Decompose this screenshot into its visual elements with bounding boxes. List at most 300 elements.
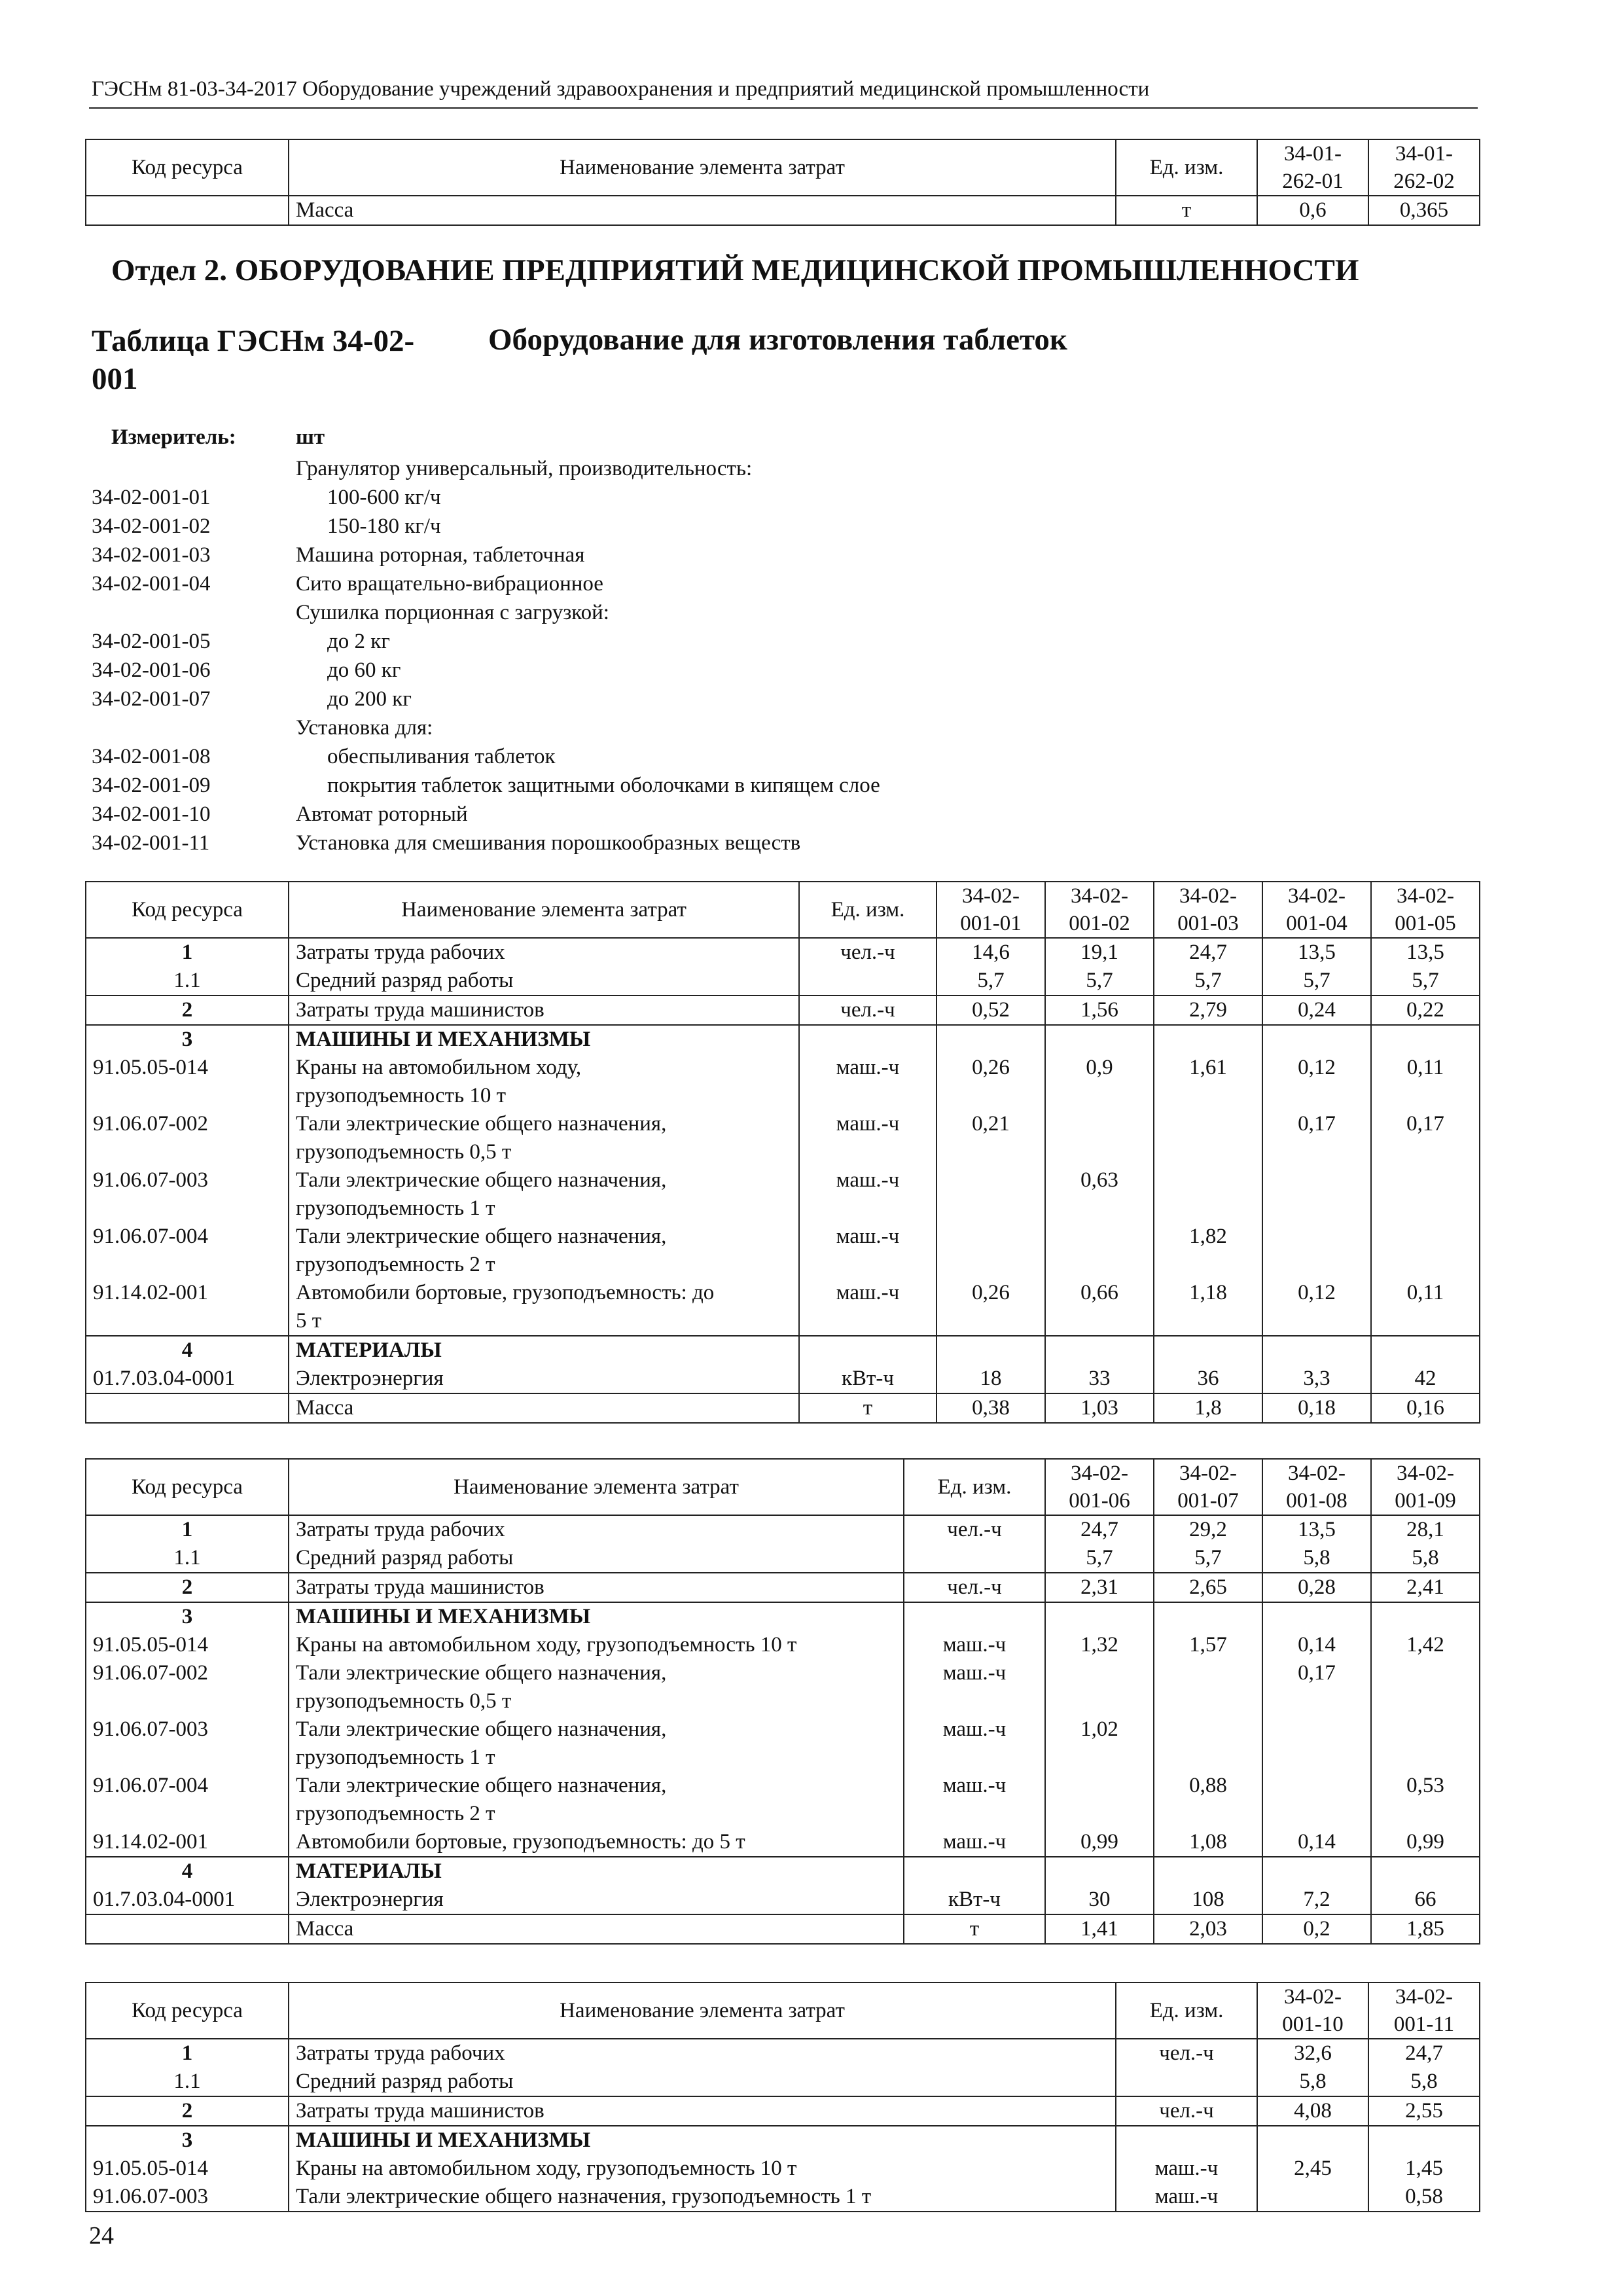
table-cell: 2 [86, 996, 289, 1025]
table-cell: 2,55 [1368, 2096, 1480, 2126]
item-code: 34-02-001-03 [92, 543, 211, 567]
table-cell: МАШИНЫ И МЕХАНИЗМЫ [289, 1602, 904, 1631]
list-item [92, 627, 880, 656]
table-cell: 3 [86, 1602, 289, 1631]
table-cell: 2 [86, 1573, 289, 1602]
table-cell: 2,65 [1154, 1573, 1262, 1602]
table-cell [1262, 1336, 1371, 1365]
table-cell [1045, 1110, 1154, 1166]
table-row [86, 1054, 1480, 1110]
col-name: Наименование элемента затрат [289, 139, 1116, 196]
table-row [86, 196, 1480, 225]
table-cell: 34-02- 001-06 [1045, 1459, 1154, 1515]
table-cell [1045, 1025, 1154, 1054]
table-cell [1116, 2068, 1257, 2096]
table-cell: 1,32 [1045, 1631, 1154, 1659]
table-row [86, 1772, 1480, 1828]
table-cell: 34-02- 001-07 [1154, 1459, 1262, 1515]
item-code [92, 598, 296, 627]
running-header: ГЭСНм 81-03-34-2017 Оборудование учреждений здравоохранения и предприятий медицинской промышленности [92, 77, 1150, 101]
item-text: 100-600 кг/ч [327, 486, 441, 509]
table-row [86, 1631, 1480, 1659]
table-cell: 0,26 [936, 1054, 1045, 1110]
list-item [92, 483, 880, 512]
page-number: 24 [89, 2222, 114, 2250]
table-cell: 0,28 [1262, 1573, 1371, 1602]
list-item [92, 800, 880, 829]
table-row [86, 2068, 1480, 2096]
table-cell: 0,12 [1262, 1279, 1371, 1336]
table-cell: 1,08 [1154, 1828, 1262, 1857]
table-cell: 1,42 [1371, 1631, 1480, 1659]
table-cell [904, 1602, 1045, 1631]
table-cell [1371, 1166, 1480, 1223]
table-cell: Тали электрические общего назначения, грузоподъемность 0,5 т [289, 1659, 904, 1715]
table-row [86, 1166, 1480, 1223]
list-item [92, 771, 880, 800]
table-row [86, 1223, 1480, 1279]
table-cell: 29,2 [1154, 1515, 1262, 1544]
table-cell [86, 1914, 289, 1944]
table-cell: 34-02- 001-02 [1045, 882, 1154, 938]
table-cell [1045, 1659, 1154, 1715]
table-cell: т [904, 1914, 1045, 1944]
table-cell: 32,6 [1257, 2039, 1368, 2068]
table-cell: 13,5 [1262, 938, 1371, 967]
table-cell: 1 [86, 1515, 289, 1544]
table-cell: маш.-ч [799, 1110, 936, 1166]
item-code [92, 454, 296, 483]
item-code: 34-02-001-11 [92, 831, 210, 855]
table-cell: 91.14.02-001 [86, 1279, 289, 1336]
table-cell: 0,17 [1262, 1659, 1371, 1715]
table-cell [1154, 1110, 1262, 1166]
item-code: 34-02-001-09 [92, 774, 211, 797]
table-cell: 2,41 [1371, 1573, 1480, 1602]
table-cell: Тали электрические общего назначения, грузоподъемность 2 т [289, 1223, 799, 1279]
table-cell: 5,7 [1154, 967, 1262, 996]
table-cell: Тали электрические общего назначения, грузоподъемность 2 т [289, 1772, 904, 1828]
list-item [92, 713, 880, 742]
table-cell: Наименование элемента затрат [289, 1459, 904, 1515]
item-list [92, 454, 880, 857]
table-cell [1116, 2126, 1257, 2155]
table-cell: 14,6 [936, 938, 1045, 967]
table-cell [86, 1393, 289, 1423]
col-code: Код ресурса [86, 139, 289, 196]
table-cell: Затраты труда машинистов [289, 1573, 904, 1602]
table-cell: 30 [1045, 1886, 1154, 1914]
table-cell: 0,14 [1262, 1828, 1371, 1857]
table-cell [1262, 1223, 1371, 1279]
item-code: 34-02-001-04 [92, 572, 211, 596]
table-cell: 0,24 [1262, 996, 1371, 1025]
table-cell [1045, 1772, 1154, 1828]
table-cell: 2,03 [1154, 1914, 1262, 1944]
table-cell: 2 [86, 2096, 289, 2126]
table-cell: маш.-ч [1116, 2183, 1257, 2212]
norms-table-1 [85, 881, 1480, 1424]
table-row [86, 1857, 1480, 1886]
table-cell: 91.05.05-014 [86, 1054, 289, 1110]
table-cell: чел.-ч [799, 938, 936, 967]
measure-label: Измеритель: [111, 425, 236, 449]
table-cell: Ед. изм. [1116, 1982, 1257, 2039]
table-cell: т [1116, 196, 1257, 225]
table-cell: 0,21 [936, 1110, 1045, 1166]
table-cell [1371, 1659, 1480, 1715]
table-cell: 91.06.07-003 [86, 2183, 289, 2212]
table-cell: 1 [86, 2039, 289, 2068]
table-cell: чел.-ч [1116, 2096, 1257, 2126]
table-cell [1045, 1223, 1154, 1279]
table-number: Таблица ГЭСНм 34-02- 001 [92, 324, 415, 396]
table-cell [1262, 1602, 1371, 1631]
table-cell: маш.-ч [904, 1659, 1045, 1715]
table-cell: Тали электрические общего назначения, грузоподъемность 1 т [289, 2183, 1116, 2212]
item-text: Сушилка порционная с загрузкой: [296, 601, 609, 624]
table-cell: 1.1 [86, 2068, 289, 2096]
table-cell: 1,61 [1154, 1054, 1262, 1110]
table-cell: 1 [86, 938, 289, 967]
table-cell: маш.-ч [904, 1631, 1045, 1659]
table-cell: 01.7.03.04-0001 [86, 1365, 289, 1393]
table-row [86, 2183, 1480, 2212]
table-cell: 0,365 [1368, 196, 1480, 225]
table-cell: 5,8 [1262, 1544, 1371, 1573]
table-cell: 3 [86, 2126, 289, 2155]
table-cell: маш.-ч [904, 1828, 1045, 1857]
item-code: 34-02-001-08 [92, 745, 211, 768]
table-cell [1257, 2126, 1368, 2155]
item-code: 34-02-001-02 [92, 514, 211, 538]
table-cell: 0,88 [1154, 1772, 1262, 1828]
table-cell [1371, 1223, 1480, 1279]
section-title: Отдел 2. ОБОРУДОВАНИЕ ПРЕДПРИЯТИЙ МЕДИЦИНСКОЙ ПРОМЫШЛЕННОСТИ [111, 253, 1359, 287]
table-cell: 42 [1371, 1365, 1480, 1393]
table-cell: 0,6 [1257, 196, 1368, 225]
table-cell: Автомобили бортовые, грузоподъемность: до 5 т [289, 1828, 904, 1857]
table-cell: 91.06.07-004 [86, 1772, 289, 1828]
table-cell [1371, 1857, 1480, 1886]
table-cell: Затраты труда рабочих [289, 938, 799, 967]
table-cell: 34-02- 001-05 [1371, 882, 1480, 938]
norms-table-3 [85, 1982, 1480, 2212]
table-cell: 91.05.05-014 [86, 1631, 289, 1659]
table-row [86, 938, 1480, 967]
item-text: Установка для смешивания порошкообразных веществ [296, 831, 801, 855]
table-row [86, 2126, 1480, 2155]
item-code [92, 713, 296, 742]
table-cell: 91.06.07-003 [86, 1715, 289, 1772]
table-cell: 91.14.02-001 [86, 1828, 289, 1857]
table-row [86, 1393, 1480, 1423]
table-cell: 1,82 [1154, 1223, 1262, 1279]
table-cell: 24,7 [1045, 1515, 1154, 1544]
table-cell: Ед. изм. [799, 882, 936, 938]
table-cell: 0,11 [1371, 1279, 1480, 1336]
table-cell: 66 [1371, 1886, 1480, 1914]
table-cell [1154, 1602, 1262, 1631]
list-item [92, 829, 880, 857]
table-cell [799, 967, 936, 996]
table-cell: 0,26 [936, 1279, 1045, 1336]
table-cell: 34-02- 001-09 [1371, 1459, 1480, 1515]
table-cell: 0,99 [1371, 1828, 1480, 1857]
list-item [92, 569, 880, 598]
table-cell: 1,18 [1154, 1279, 1262, 1336]
table-cell: маш.-ч [799, 1279, 936, 1336]
table-cell: 0,17 [1262, 1110, 1371, 1166]
table-cell: 1,02 [1045, 1715, 1154, 1772]
table-cell: 0,63 [1045, 1166, 1154, 1223]
table-cell: Масса [289, 196, 1116, 225]
table-cell: 5,7 [1154, 1544, 1262, 1573]
table-cell: 0,52 [936, 996, 1045, 1025]
item-code: 34-02-001-06 [92, 658, 211, 682]
table-row [86, 1914, 1480, 1944]
table-cell [1154, 1715, 1262, 1772]
table-cell: Наименование элемента затрат [289, 882, 799, 938]
table-cell: 34-02- 001-04 [1262, 882, 1371, 938]
table-cell: 108 [1154, 1886, 1262, 1914]
table-row [86, 1659, 1480, 1715]
table-cell: 3 [86, 1025, 289, 1054]
table-cell [1262, 1715, 1371, 1772]
header-rule [89, 107, 1478, 109]
item-code: 34-02-001-10 [92, 802, 211, 826]
table-cell: 1.1 [86, 1544, 289, 1573]
table-cell: 0,18 [1262, 1393, 1371, 1423]
table-cell: маш.-ч [799, 1054, 936, 1110]
table-cell: 0,12 [1262, 1054, 1371, 1110]
table-row [86, 1365, 1480, 1393]
table-title: Оборудование для изготовления таблеток [488, 323, 1067, 357]
table-cell: 2,79 [1154, 996, 1262, 1025]
table-cell: 18 [936, 1365, 1045, 1393]
table-cell: 91.06.07-003 [86, 1166, 289, 1223]
table-cell: 91.06.07-002 [86, 1110, 289, 1166]
table-cell: 33 [1045, 1365, 1154, 1393]
table-cell: кВт-ч [799, 1365, 936, 1393]
item-text: Автомат роторный [296, 802, 468, 826]
table-cell: 13,5 [1371, 938, 1480, 967]
table-cell: 0,53 [1371, 1772, 1480, 1828]
table-cell: Затраты труда машинистов [289, 2096, 1116, 2126]
table-cell [1371, 1025, 1480, 1054]
col-norm: 34-01- 262-02 [1368, 139, 1480, 196]
table-row [86, 2096, 1480, 2126]
table-cell: 0,22 [1371, 996, 1480, 1025]
table-cell: Средний разряд работы [289, 2068, 1116, 2096]
table-cell: МАТЕРИАЛЫ [289, 1336, 799, 1365]
table-cell: 4 [86, 1857, 289, 1886]
table-cell [1154, 1659, 1262, 1715]
table-cell [1371, 1715, 1480, 1772]
table-row [86, 1573, 1480, 1602]
list-item [92, 598, 880, 627]
table-cell [904, 1857, 1045, 1886]
table-cell: 1,85 [1371, 1914, 1480, 1944]
table-cell: 1.1 [86, 967, 289, 996]
table-cell [1154, 1336, 1262, 1365]
item-text: 150-180 кг/ч [327, 514, 441, 538]
item-code: 34-02-001-05 [92, 630, 211, 653]
table-cell [1154, 1857, 1262, 1886]
table-cell: 13,5 [1262, 1515, 1371, 1544]
table-cell: 24,7 [1154, 938, 1262, 967]
table-cell: Электроэнергия [289, 1886, 904, 1914]
table-cell: Код ресурса [86, 1982, 289, 2039]
table-cell: Краны на автомобильном ходу, грузоподъемность 10 т [289, 1631, 904, 1659]
table-cell: кВт-ч [904, 1886, 1045, 1914]
item-text: Установка для: [296, 716, 433, 740]
list-item [92, 454, 880, 483]
table-cell: МАТЕРИАЛЫ [289, 1857, 904, 1886]
table-cell: Краны на автомобильном ходу, грузоподъемность 10 т [289, 2155, 1116, 2183]
table-cell [936, 1336, 1045, 1365]
table-cell: 1,03 [1045, 1393, 1154, 1423]
table-cell: 3,3 [1262, 1365, 1371, 1393]
table-cell: 34-02- 001-01 [936, 882, 1045, 938]
table-row [86, 1025, 1480, 1054]
item-text: Сито вращательно-вибрационное [296, 572, 603, 596]
item-text: Гранулятор универсальный, производительность: [296, 457, 753, 480]
list-item [92, 512, 880, 541]
measure-value: шт [296, 425, 325, 449]
table-cell [1262, 1166, 1371, 1223]
table-cell: Средний разряд работы [289, 967, 799, 996]
table-cell: 0,16 [1371, 1393, 1480, 1423]
table-cell [1045, 1857, 1154, 1886]
table-cell: 34-02- 001-11 [1368, 1982, 1480, 2039]
table-cell: 2,45 [1257, 2155, 1368, 2183]
item-text: до 60 кг [327, 658, 401, 682]
table-cell: 1,57 [1154, 1631, 1262, 1659]
table-cell [1262, 1772, 1371, 1828]
table-cell: 01.7.03.04-0001 [86, 1886, 289, 1914]
table-cell: 2,31 [1045, 1573, 1154, 1602]
table-cell: 0,17 [1371, 1110, 1480, 1166]
list-item [92, 541, 880, 569]
table-row [86, 1110, 1480, 1166]
table-cell [1371, 1336, 1480, 1365]
table-cell: 0,11 [1371, 1054, 1480, 1110]
table-cell: 5,7 [1045, 967, 1154, 996]
table-cell: МАШИНЫ И МЕХАНИЗМЫ [289, 1025, 799, 1054]
table-cell: Затраты труда рабочих [289, 2039, 1116, 2068]
table-cell: 5,8 [1368, 2068, 1480, 2096]
table-row [86, 1828, 1480, 1857]
table-cell: маш.-ч [904, 1715, 1045, 1772]
table-cell [936, 1223, 1045, 1279]
table-cell: 7,2 [1262, 1886, 1371, 1914]
table-cell: 28,1 [1371, 1515, 1480, 1544]
table-cell: 0,38 [936, 1393, 1045, 1423]
table-row [86, 1336, 1480, 1365]
table-cell [1257, 2183, 1368, 2212]
item-text: до 200 кг [327, 687, 412, 711]
table-cell: чел.-ч [904, 1573, 1045, 1602]
table-cell: 91.06.07-002 [86, 1659, 289, 1715]
table-cell: 0,58 [1368, 2183, 1480, 2212]
continuation-table [85, 139, 1480, 226]
table-cell [86, 196, 289, 225]
table-row [86, 2039, 1480, 2068]
item-text: Машина роторная, таблеточная [296, 543, 585, 567]
col-norm: 34-01- 262-01 [1257, 139, 1368, 196]
table-cell: маш.-ч [799, 1223, 936, 1279]
table-cell: 34-02- 001-10 [1257, 1982, 1368, 2039]
table-cell: чел.-ч [904, 1515, 1045, 1544]
table-row [86, 967, 1480, 996]
table-cell [904, 1544, 1045, 1573]
table-cell [1262, 1025, 1371, 1054]
list-item [92, 685, 880, 713]
table-cell: Затраты труда рабочих [289, 1515, 904, 1544]
table-cell: Затраты труда машинистов [289, 996, 799, 1025]
table-cell: чел.-ч [799, 996, 936, 1025]
table-cell [936, 1025, 1045, 1054]
table-cell: 5,7 [1262, 967, 1371, 996]
table-cell: 5,8 [1371, 1544, 1480, 1573]
table-cell: 0,2 [1262, 1914, 1371, 1944]
table-cell: 24,7 [1368, 2039, 1480, 2068]
table-cell: 91.05.05-014 [86, 2155, 289, 2183]
table-cell: 5,7 [1045, 1544, 1154, 1573]
table-cell: Код ресурса [86, 882, 289, 938]
list-item [92, 742, 880, 771]
table-cell [936, 1166, 1045, 1223]
table-row [86, 1886, 1480, 1914]
table-row [86, 996, 1480, 1025]
table-cell [799, 1025, 936, 1054]
table-cell: маш.-ч [1116, 2155, 1257, 2183]
table-cell: 0,99 [1045, 1828, 1154, 1857]
table-cell: 19,1 [1045, 938, 1154, 967]
item-text: обеспыливания таблеток [327, 745, 556, 768]
table-cell: Ед. изм. [904, 1459, 1045, 1515]
table-cell: 5,7 [936, 967, 1045, 996]
table-cell: Код ресурса [86, 1459, 289, 1515]
table-cell: 5,8 [1257, 2068, 1368, 2096]
col-unit: Ед. изм. [1116, 139, 1257, 196]
table-cell: 1,45 [1368, 2155, 1480, 2183]
table-cell: Масса [289, 1393, 799, 1423]
table-cell [1368, 2126, 1480, 2155]
table-cell: Тали электрические общего назначения, грузоподъемность 0,5 т [289, 1110, 799, 1166]
table-cell: 5,7 [1371, 967, 1480, 996]
table-cell: 1,8 [1154, 1393, 1262, 1423]
table-cell: чел.-ч [1116, 2039, 1257, 2068]
table-cell: Электроэнергия [289, 1365, 799, 1393]
table-row [86, 2155, 1480, 2183]
table-cell: Средний разряд работы [289, 1544, 904, 1573]
item-code: 34-02-001-01 [92, 486, 211, 509]
table-cell: 0,14 [1262, 1631, 1371, 1659]
table-row [86, 1602, 1480, 1631]
list-item [92, 656, 880, 685]
table-cell [1154, 1025, 1262, 1054]
item-text: до 2 кг [327, 630, 390, 653]
table-cell [799, 1336, 936, 1365]
table-cell: Тали электрические общего назначения, грузоподъемность 1 т [289, 1166, 799, 1223]
table-cell: 1,56 [1045, 996, 1154, 1025]
table-cell: Автомобили бортовые, грузоподъемность: до 5 т [289, 1279, 799, 1336]
table-row [86, 1715, 1480, 1772]
table-cell [1045, 1602, 1154, 1631]
table-cell [1262, 1857, 1371, 1886]
